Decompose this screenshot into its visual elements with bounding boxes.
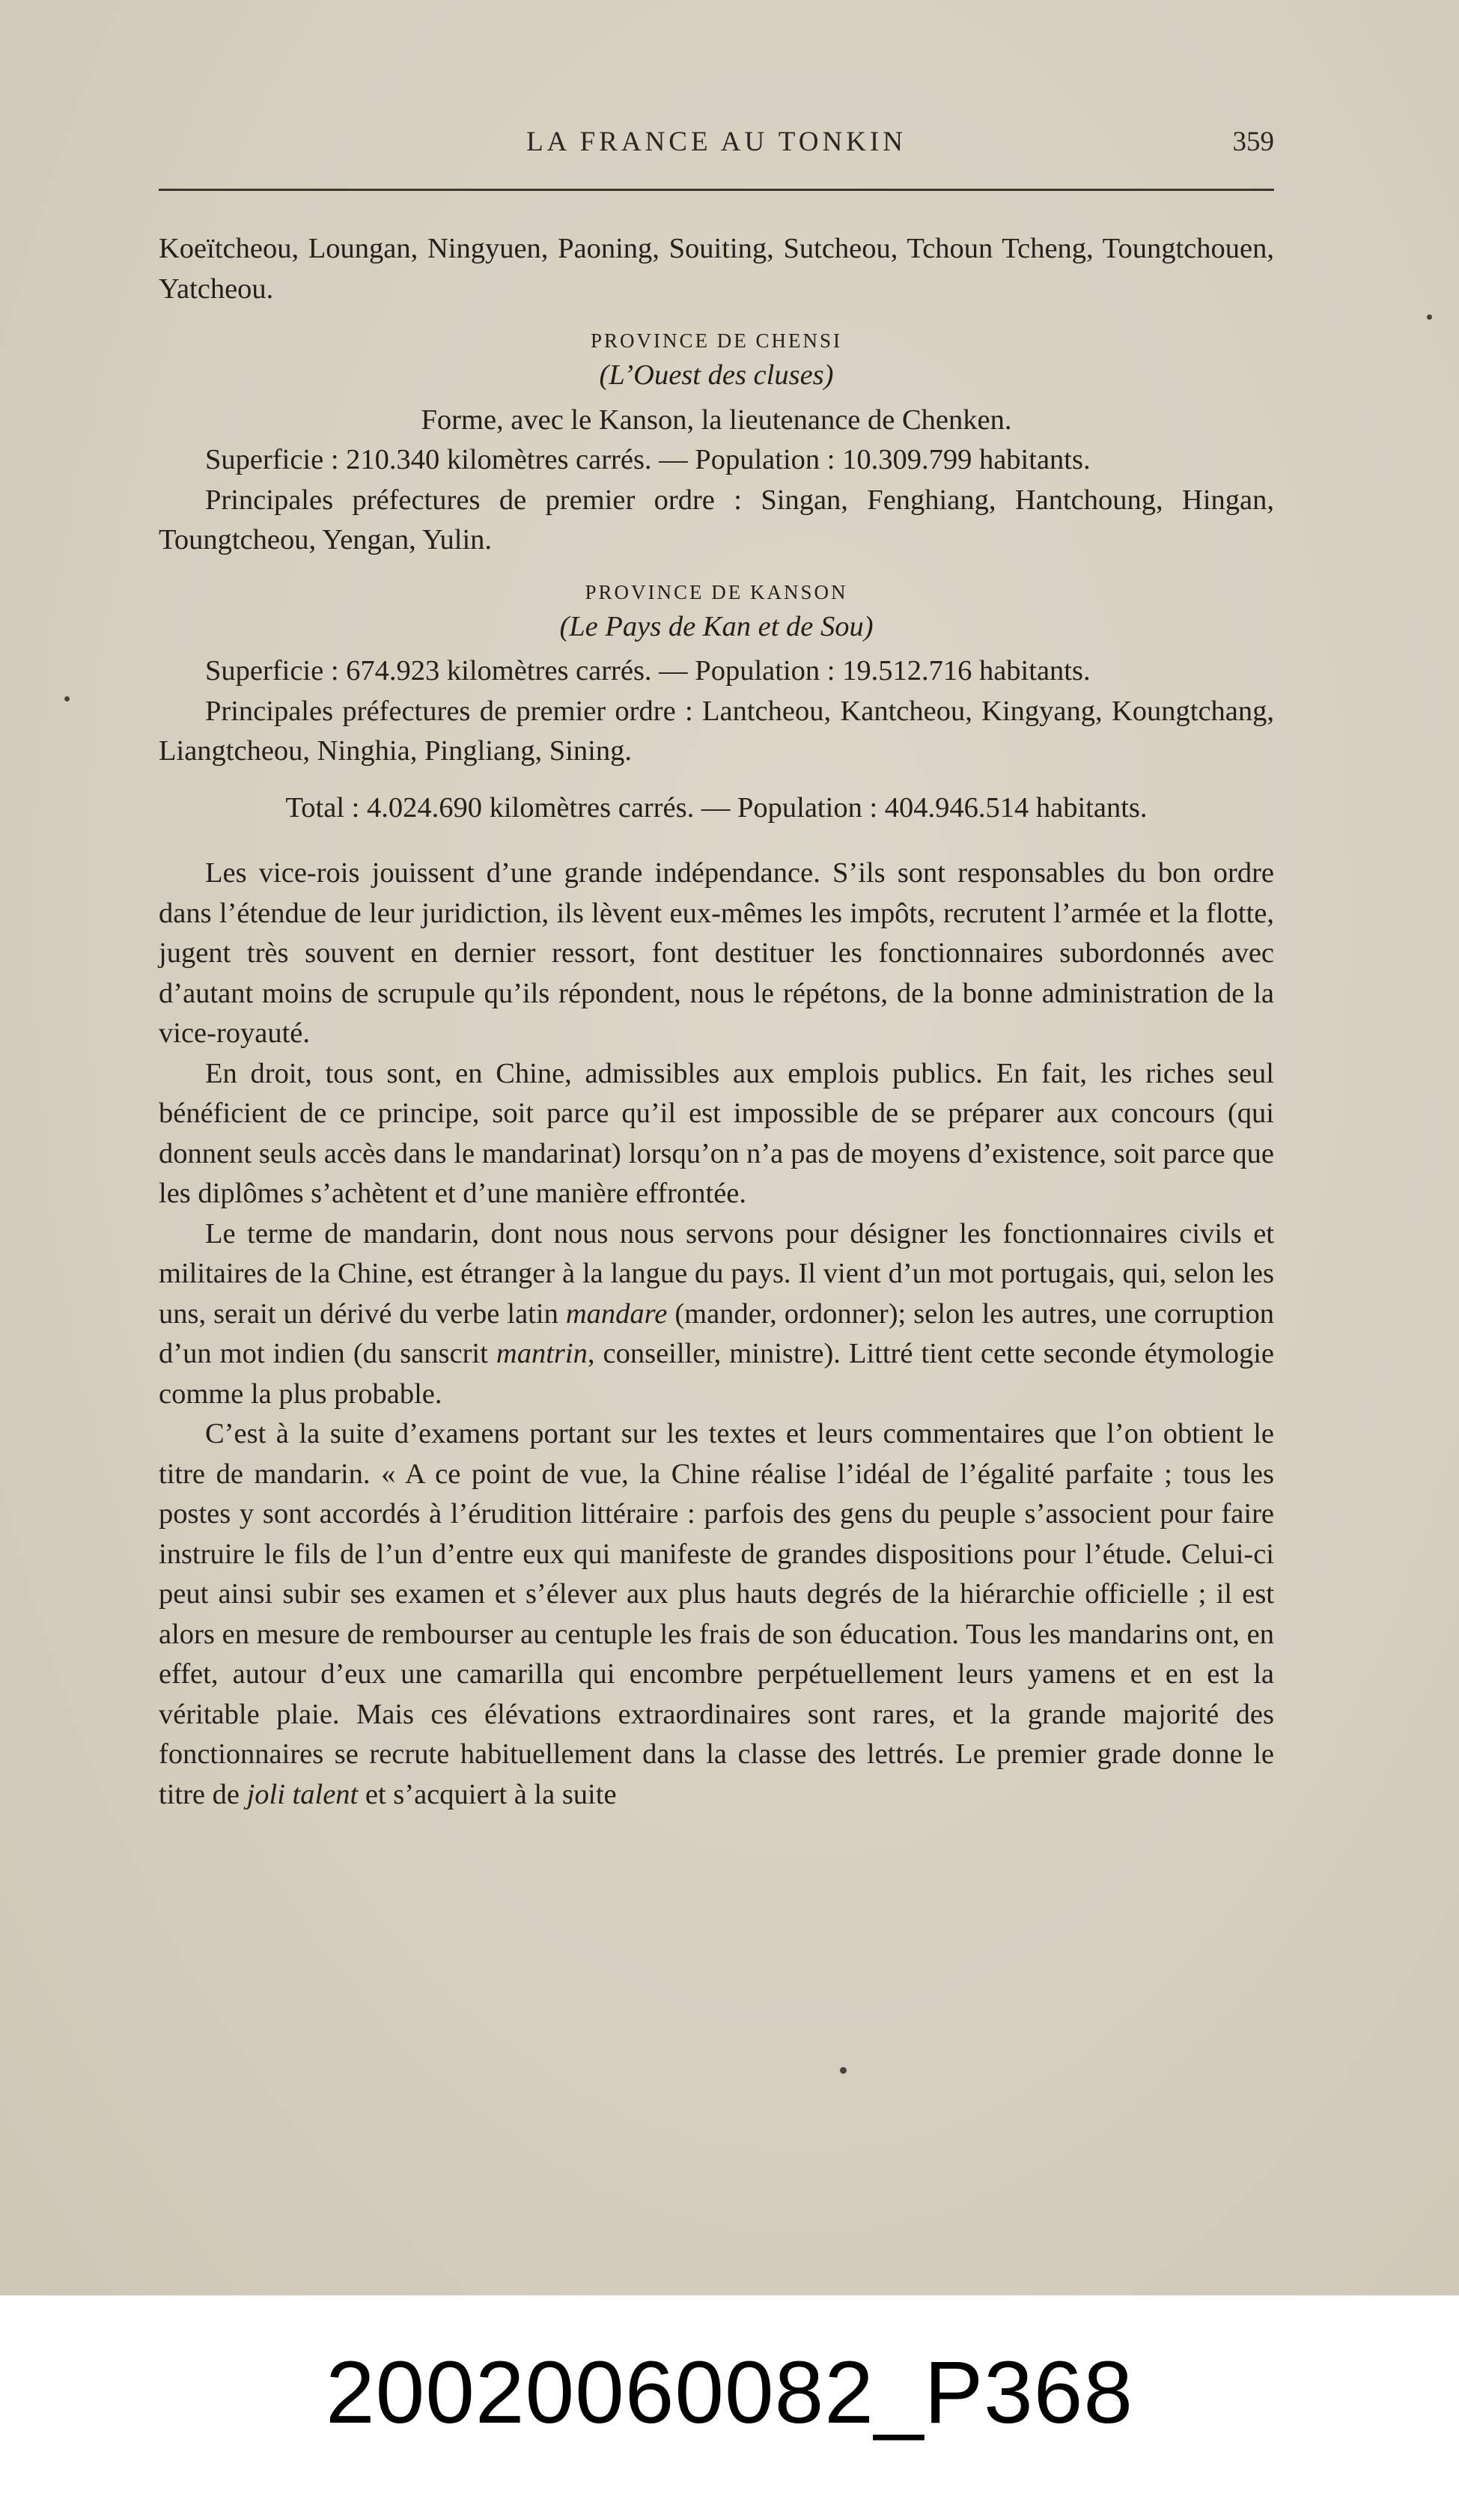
scan-identifier: 20020060082_P368 [325,2343,1134,2442]
chensi-line-2: Superficie : 210.340 kilomètres carrés. — Population : 10.309.799 habitants. [205,444,1091,475]
total-line: Total : 4.024.690 kilomètres carrés. — Population : 404.946.514 habitants. [285,791,1148,824]
ink-speck [64,696,70,701]
page-body [159,229,1274,1815]
page-number: 359 [1232,127,1274,157]
paragraph-3-text-c: (mander, ordonner); selon les autres, une corruption d’un mot indien (du sanscrit [159,1297,1274,1369]
chensi-line-1: Forme, avec le Kanson, la lieutenance de Chenken. [421,404,1012,436]
running-title: LA FRANCE AU TONKIN [526,127,907,157]
kanson-subtitle: (Le Pays de Kan et de Sou) [559,610,874,642]
chensi-line-3: Principales préfectures de premier ordre : Singan, Fenghiang, Hantchoung, Hingan, Toungtcheou, Yengan, Yulin. [159,484,1274,556]
kanson-heading: PROVINCE DE KANSON [585,580,848,603]
running-header [159,126,1274,171]
ink-speck [1427,314,1432,320]
chensi-heading: PROVINCE DE CHENSI [590,329,842,352]
header-rule [159,189,1274,191]
intro-paragraph: Koeïtcheou, Loungan, Ningyuen, Paoning, Souiting, Sutcheou, Tchoun Tcheng, Toungtchouen, Yatcheou. [159,233,1274,305]
paragraph-4-italic-joli-talent: joli talent [246,1778,359,1810]
kanson-line-2: Principales préfectures de premier ordre : Lantcheou, Kantcheou, Kingyang, Koungtchang, Liangtcheou, Ninghia, Pingliang, Sining. [159,695,1274,767]
paragraph-4 [159,1414,1274,1815]
paragraph-3-text-e: , conseiller, ministre). Littré tient cette seconde étymologie comme la plus probable. [159,1338,1274,1410]
kanson-line-1: Superficie : 674.923 kilomètres carrés. — Population : 19.512.716 habitants. [205,655,1091,687]
paragraph-3-text-a: Le terme de mandarin, dont nous nous servons pour désigner les fonctionnaires civils et militaires de la Chine, est étranger à la langue du pays. Il vient d’un mot portugais, qui, selon les uns, serait un dérivé du verbe latin [159,1217,1274,1330]
paragraph-3 [159,1214,1274,1415]
paragraph-4-text-c: et s’acquiert à la suite [358,1778,617,1810]
paragraph-3-italic-mandare: mandare [565,1297,668,1330]
paragraph-3-italic-mantrin: mantrin [496,1338,588,1369]
paragraph-4-text-a: C’est à la suite d’examens portant sur les textes et leurs commentaires que l’on obtient le titre de mandarin. « A ce point de vue, la Chine réalise l’idéal de l’égalité parfaite ; tous les postes y sont accordés à l’érudition littéraire : parfois des gens du peuple s’associent pour faire instruire le fils de l’un d’entre eux qui manifeste de grandes dispositions pour l’étude. Celui-ci peut ainsi subir ses examen et s’élever aux plus hauts degrés de la hiérarchie officielle ; il est alors en mesure de rembourser au centuple les frais de son éducation. Tous les mandarins ont, en effet, autour d’eux une camarilla qui encombre perpétuellement leurs yamens et en est la véritable plaie. Mais ces élévations extraordinaires sont rares, et la grande majorité des fonctionnaires se recrute habituellement dans la classe des lettrés. Le premier grade donne le titre de [159,1418,1274,1810]
ink-speck [840,2067,847,2074]
paragraph-1: Les vice-rois jouissent d’une grande indépendance. S’ils sont responsables du bon ordre dans l’étendue de leur juridiction, ils lèvent eux-mêmes les impôts, recrutent l’armée et la flotte, jugent très souvent en dernier ressort, font destituer les fonctionnaires subordonnés avec d’autant moins de scrupule qu’ils répondent, nous le répétons, de la bonne administration de la vice-royauté. [159,857,1274,1049]
chensi-subtitle: (L’Ouest des cluses) [599,359,834,391]
paragraph-2: En droit, tous sont, en Chine, admissibles aux emplois publics. En fait, les riches seul bénéficient de ce principe, soit parce qu’il est impossible de se préparer aux concours (qui donnent seuls accès dans le mandarinat) lorsqu’on n’a pas de moyens d’existence, soit parce que les diplômes s’achètent et d’une manière effrontée. [159,1057,1274,1209]
